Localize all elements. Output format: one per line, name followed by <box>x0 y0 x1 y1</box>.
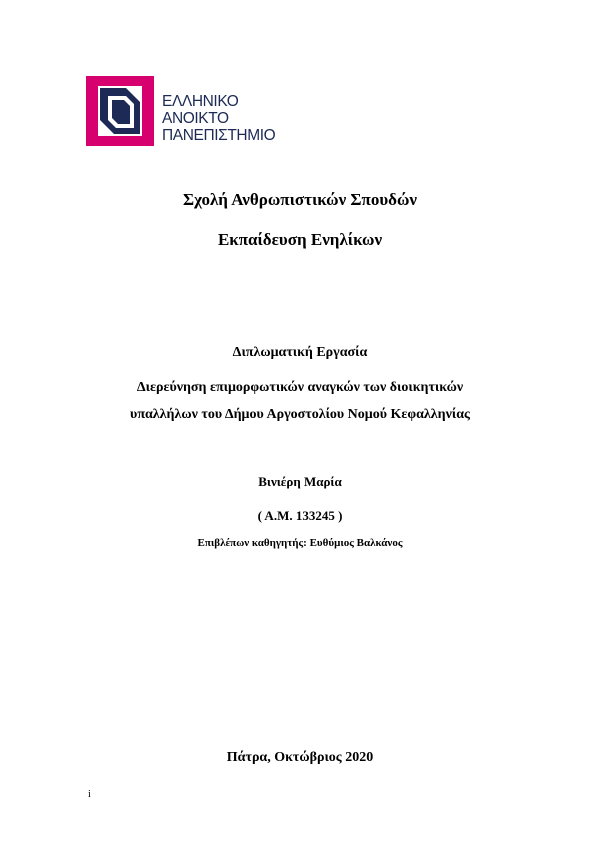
thesis-title-line-1: Διερεύνηση επιμορφωτικών αναγκών των διοικητικών <box>136 380 464 395</box>
program-name: Εκπαίδευση Ενηλίκων <box>217 230 383 249</box>
university-logo-mark <box>86 76 158 148</box>
supervisor-line: Επιβλέπων καθηγητής: Ευθύμιος Βαλκάνος <box>197 537 403 549</box>
school-name: Σχολή Ανθρωπιστικών Σπουδών <box>182 190 418 209</box>
logo-text-line-1: ΕΛΛΗΝΙΚΟ <box>162 93 239 110</box>
thesis-type-label: Διπλωματική Εργασία <box>232 345 368 360</box>
page-number: i <box>88 789 91 800</box>
university-logo-text <box>162 93 275 144</box>
author-name: Βινιέρη Μαρία <box>258 474 342 489</box>
university-logo <box>86 76 286 152</box>
student-id: ( Α.Μ. 133245 ) <box>257 508 343 523</box>
logo-text-line-2: ΑΝΟΙΚΤΟ <box>162 110 229 127</box>
logo-text-line-3: ΠΑΝΕΠΙΣΤΗΜΙΟ <box>162 127 276 144</box>
place-date: Πάτρα, Οκτώβριος 2020 <box>226 750 374 765</box>
thesis-title-line-2: υπαλλήλων του Δήμου Αργοστολίου Νομού Κεφαλληνίας <box>130 407 470 422</box>
